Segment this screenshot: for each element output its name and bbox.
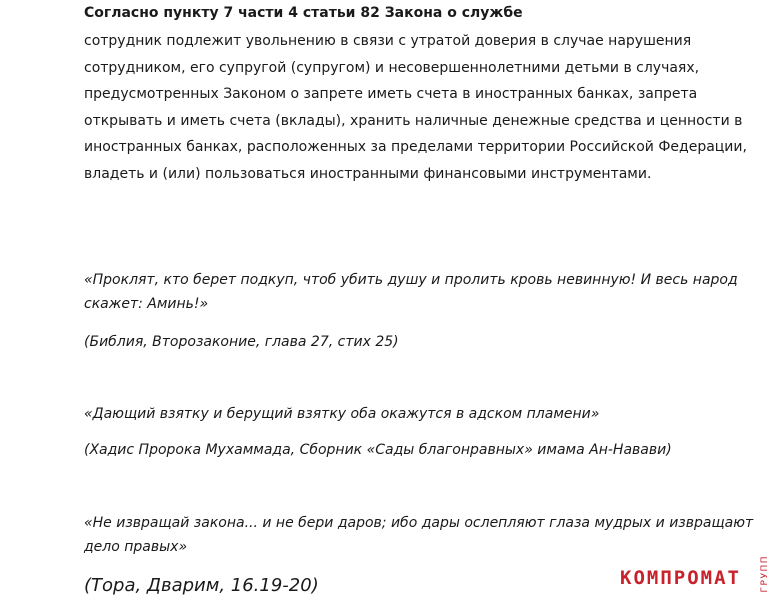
quote-line: «Не извращай закона... и не бери даров; ибо дары ослепляют глаза мудрых и извращают — [84, 515, 754, 531]
quote-bible — [84, 268, 738, 316]
paragraph-line: сотрудник подлежит увольнению в связи с утратой доверия в случае нарушения — [84, 33, 692, 49]
section-heading: Согласно пункту 7 части 4 статьи 82 Закона о службе — [84, 5, 523, 21]
paragraph-line: предусмотренных Законом о запрете иметь счета в иностранных банках, запрета — [84, 86, 698, 103]
law-paragraph — [84, 28, 747, 188]
quote-source-bible: (Библия, Второзаконие, глава 27, стих 25) — [84, 334, 399, 350]
quote-line: «Проклят, кто берет подкуп, чтоб убить душу и пролить кровь невинную! И весь народ — [84, 272, 738, 288]
quote-line: «Дающий взятку и берущий взятку оба окажутся в адском пламени» — [84, 406, 600, 422]
quote-line: скажет: Аминь!» — [84, 296, 209, 312]
quote-source-hadith: (Хадис Пророка Мухаммада, Сборник «Сады благонравных» имама Ан-Навави) — [84, 442, 672, 458]
watermark-main-text: КОМПРОМАТ — [620, 567, 741, 589]
watermark-sub-text: ГРУПП — [760, 555, 770, 593]
paragraph-line: сотрудником, его супругой (супругом) и несовершеннолетними детьми в случаях, — [84, 59, 700, 76]
paragraph-line: владеть и (или) пользоваться иностранными финансовыми инструментами. — [84, 165, 652, 182]
quote-line: дело правых» — [84, 539, 188, 555]
paragraph-line: открывать и иметь счета (вклады), хранить наличные денежные средства и ценности в — [84, 112, 743, 129]
quote-torah — [84, 511, 754, 559]
paragraph-line: иностранных банках, расположенных за пределами территории Российской Федерации, — [84, 139, 747, 156]
watermark-logo — [620, 555, 770, 593]
quote-hadith — [84, 402, 724, 426]
quote-source-torah: (Тора, Дварим, 16.19-20) — [84, 575, 319, 596]
